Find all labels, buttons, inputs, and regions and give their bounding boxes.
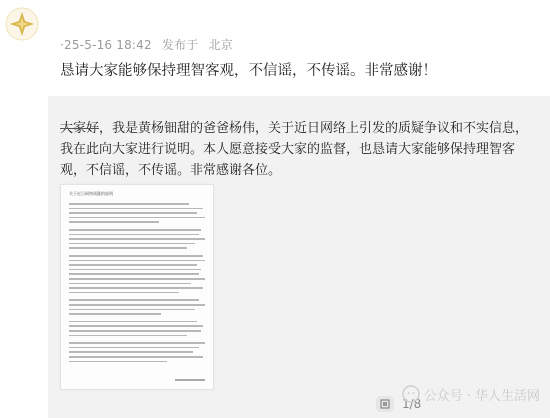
document-text-line bbox=[69, 264, 197, 266]
document-text-line bbox=[69, 203, 189, 205]
document-text-line bbox=[69, 260, 205, 262]
watermark bbox=[402, 382, 540, 406]
wechat-icon bbox=[402, 385, 420, 403]
document-text-line bbox=[69, 212, 197, 214]
avatar[interactable] bbox=[4, 6, 40, 42]
document-text-line bbox=[69, 313, 161, 315]
document-title: 关于近日网络质疑的说明 bbox=[69, 191, 113, 196]
star-badge-icon bbox=[5, 7, 39, 41]
document-signature bbox=[175, 379, 205, 381]
document-text-line bbox=[69, 234, 199, 236]
document-text-line bbox=[69, 221, 159, 223]
document-text-line bbox=[69, 321, 197, 323]
document-text-line bbox=[69, 292, 179, 294]
document-text-line bbox=[69, 255, 203, 257]
document-text-line bbox=[69, 238, 205, 240]
image-stack-icon bbox=[376, 396, 394, 412]
document-text-line bbox=[69, 299, 199, 301]
document-text-line bbox=[69, 335, 187, 337]
post-date: ·25-5-16 18:42 bbox=[60, 38, 152, 52]
post-text: 恳请大家能够保持理智客观，不信谣，不传谣。非常感谢！ bbox=[60, 63, 437, 79]
document-text-line bbox=[69, 361, 167, 363]
document-text-line bbox=[69, 269, 201, 271]
document-text-line bbox=[69, 287, 203, 289]
post-location: 北京 bbox=[208, 38, 233, 52]
document-text-line bbox=[69, 273, 199, 275]
document-text-line bbox=[69, 351, 193, 353]
post-action: 发布于 bbox=[161, 38, 199, 52]
document-text-line bbox=[69, 325, 203, 327]
document-text-line bbox=[69, 243, 195, 245]
document-text-line bbox=[69, 347, 199, 349]
document-text-line bbox=[69, 229, 201, 231]
card-text bbox=[60, 118, 530, 181]
document-text-line bbox=[69, 283, 191, 285]
document-text-line bbox=[69, 278, 205, 280]
document-text-line bbox=[69, 330, 201, 332]
document-text-line bbox=[69, 217, 205, 219]
pager-indicator: 1/8 bbox=[402, 397, 422, 411]
document-text-line bbox=[69, 304, 205, 306]
document-text-line bbox=[69, 208, 203, 210]
document-text-line bbox=[69, 247, 187, 249]
card-text-strike: 大家好 bbox=[60, 121, 100, 136]
post-meta bbox=[60, 36, 239, 53]
document-text-line bbox=[69, 356, 203, 358]
card-text-body: ，我是黄杨钿甜的爸爸杨伟，关于近日网络上引发的质疑争议和不实信息，我在此向大家进行说明。本人愿意接受大家的监督，也恳请大家能够保持理智客观，不信谣，不传谣。非常感谢各位。 bbox=[60, 121, 529, 178]
watermark-label: 公众号 · 华人生活网 bbox=[423, 388, 540, 404]
document-text-line bbox=[69, 309, 195, 311]
document-text-line bbox=[69, 342, 205, 344]
document-image[interactable] bbox=[60, 184, 214, 390]
